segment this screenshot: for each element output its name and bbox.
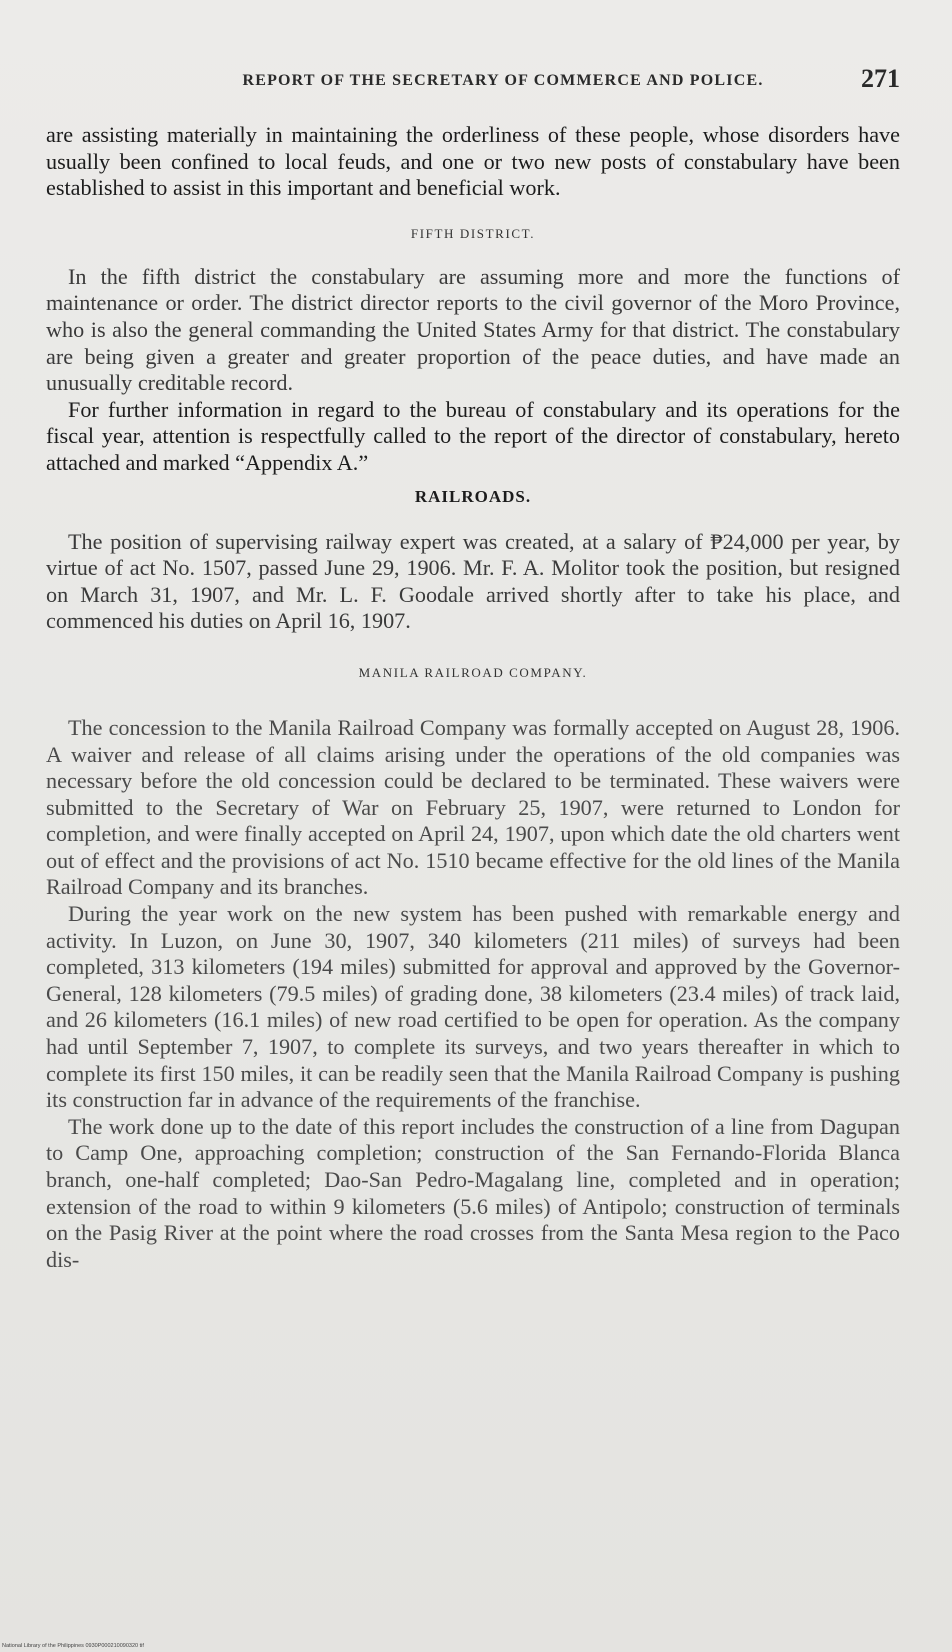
heading-railroads: RAILROADS. [414, 486, 532, 506]
page-number: 271 [861, 64, 900, 93]
paragraph-work-done: The work done up to the date of this report includes the construction of a line from Dagupan to Camp One, approaching completion; construction of the San Fernando-Florida Blanca branch, one-half completed; Dao-San Pedro-Magalang line, completed and in operation; extension of the road to within 9 kilometers (5.6 miles) of Antipolo; construction of terminals on the Pasig River at the point where the road crosses from the Santa Mesa region to the Paco dis- [46, 1113, 900, 1272]
paragraph-concession: The concession to the Manila Railroad Company was formally accepted on August 28, 1906. A waiver and release of all claims arising under the operations of the old companies was necessary before the old concession could be declared to be terminated. These waivers were submitted to the Secretary of War on February 25, 1907, were returned to London for completion, and were finally accepted on April 24, 1907, upon which date the old charters went out of effect and the provisions of act No. 1510 became effective for the old lines of the Manila Railroad Company and its branches. [46, 714, 900, 900]
running-head [46, 64, 900, 104]
paragraph-railway-expert: The position of supervising railway expert was created, at a salary of ₱24,000 per year, by virtue of act No. 1507, passed June 29, 1906. Mr. F. A. Molitor took the position, but resigned on March 31, 1907, and Mr. L. F. Goodale arrived shortly after to take his place, and commenced his duties on April 16, 1907. [46, 528, 900, 634]
running-title: REPORT OF THE SECRETARY OF COMMERCE AND POLICE. [242, 72, 764, 89]
paragraph-further-information: For further information in regard to the bureau of constabulary and its operations for the fiscal year, attention is respectfully called to the report of the director of constabulary, hereto attached and marked “Appendix A.” [46, 396, 900, 475]
paragraph-orderliness: are assisting materially in maintaining the orderliness of these people, whose disorders have usually been confined to local feuds, and one or two new posts of constabulary have been established to assist in this important and beneficial work. [46, 122, 900, 201]
paragraph-new-system: During the year work on the new system has been pushed with remarkable energy and activity. In Luzon, on June 30, 1907, 340 kilometers (211 miles) of surveys had been completed, 313 kilometers (194 miles) submitted for approval and approved by the Governor-General, 128 kilometers (79.5 miles) of grading done, 38 kilometers (23.4 miles) of track laid, and 26 kilometers (16.1 miles) of new road certified to be open for operation. As the company had until September 7, 1907, to complete its surveys, and two years thereafter in which to complete its first 150 miles, it can be readily seen that the Manila Railroad Company is pushing its construction far in advance of the requirements of the franchise. [46, 901, 900, 1113]
source-strip: National Library of the Philippines 0930P000210090320 tif [2, 1643, 144, 1649]
heading-fifth-district: FIFTH DISTRICT. [410, 225, 536, 241]
paragraph-fifth-district: In the fifth district the constabulary are assuming more and more the functions of maintenance or order. The district director reports to the civil governor of the Moro Province, who is also the general commanding the United States Army for that district. The constabulary are being given a greater and greater proportion of the peace duties, and have made an unusually creditable record. [46, 263, 900, 396]
heading-manila-railroad-company: MANILA RAILROAD COMPANY. [358, 664, 588, 680]
